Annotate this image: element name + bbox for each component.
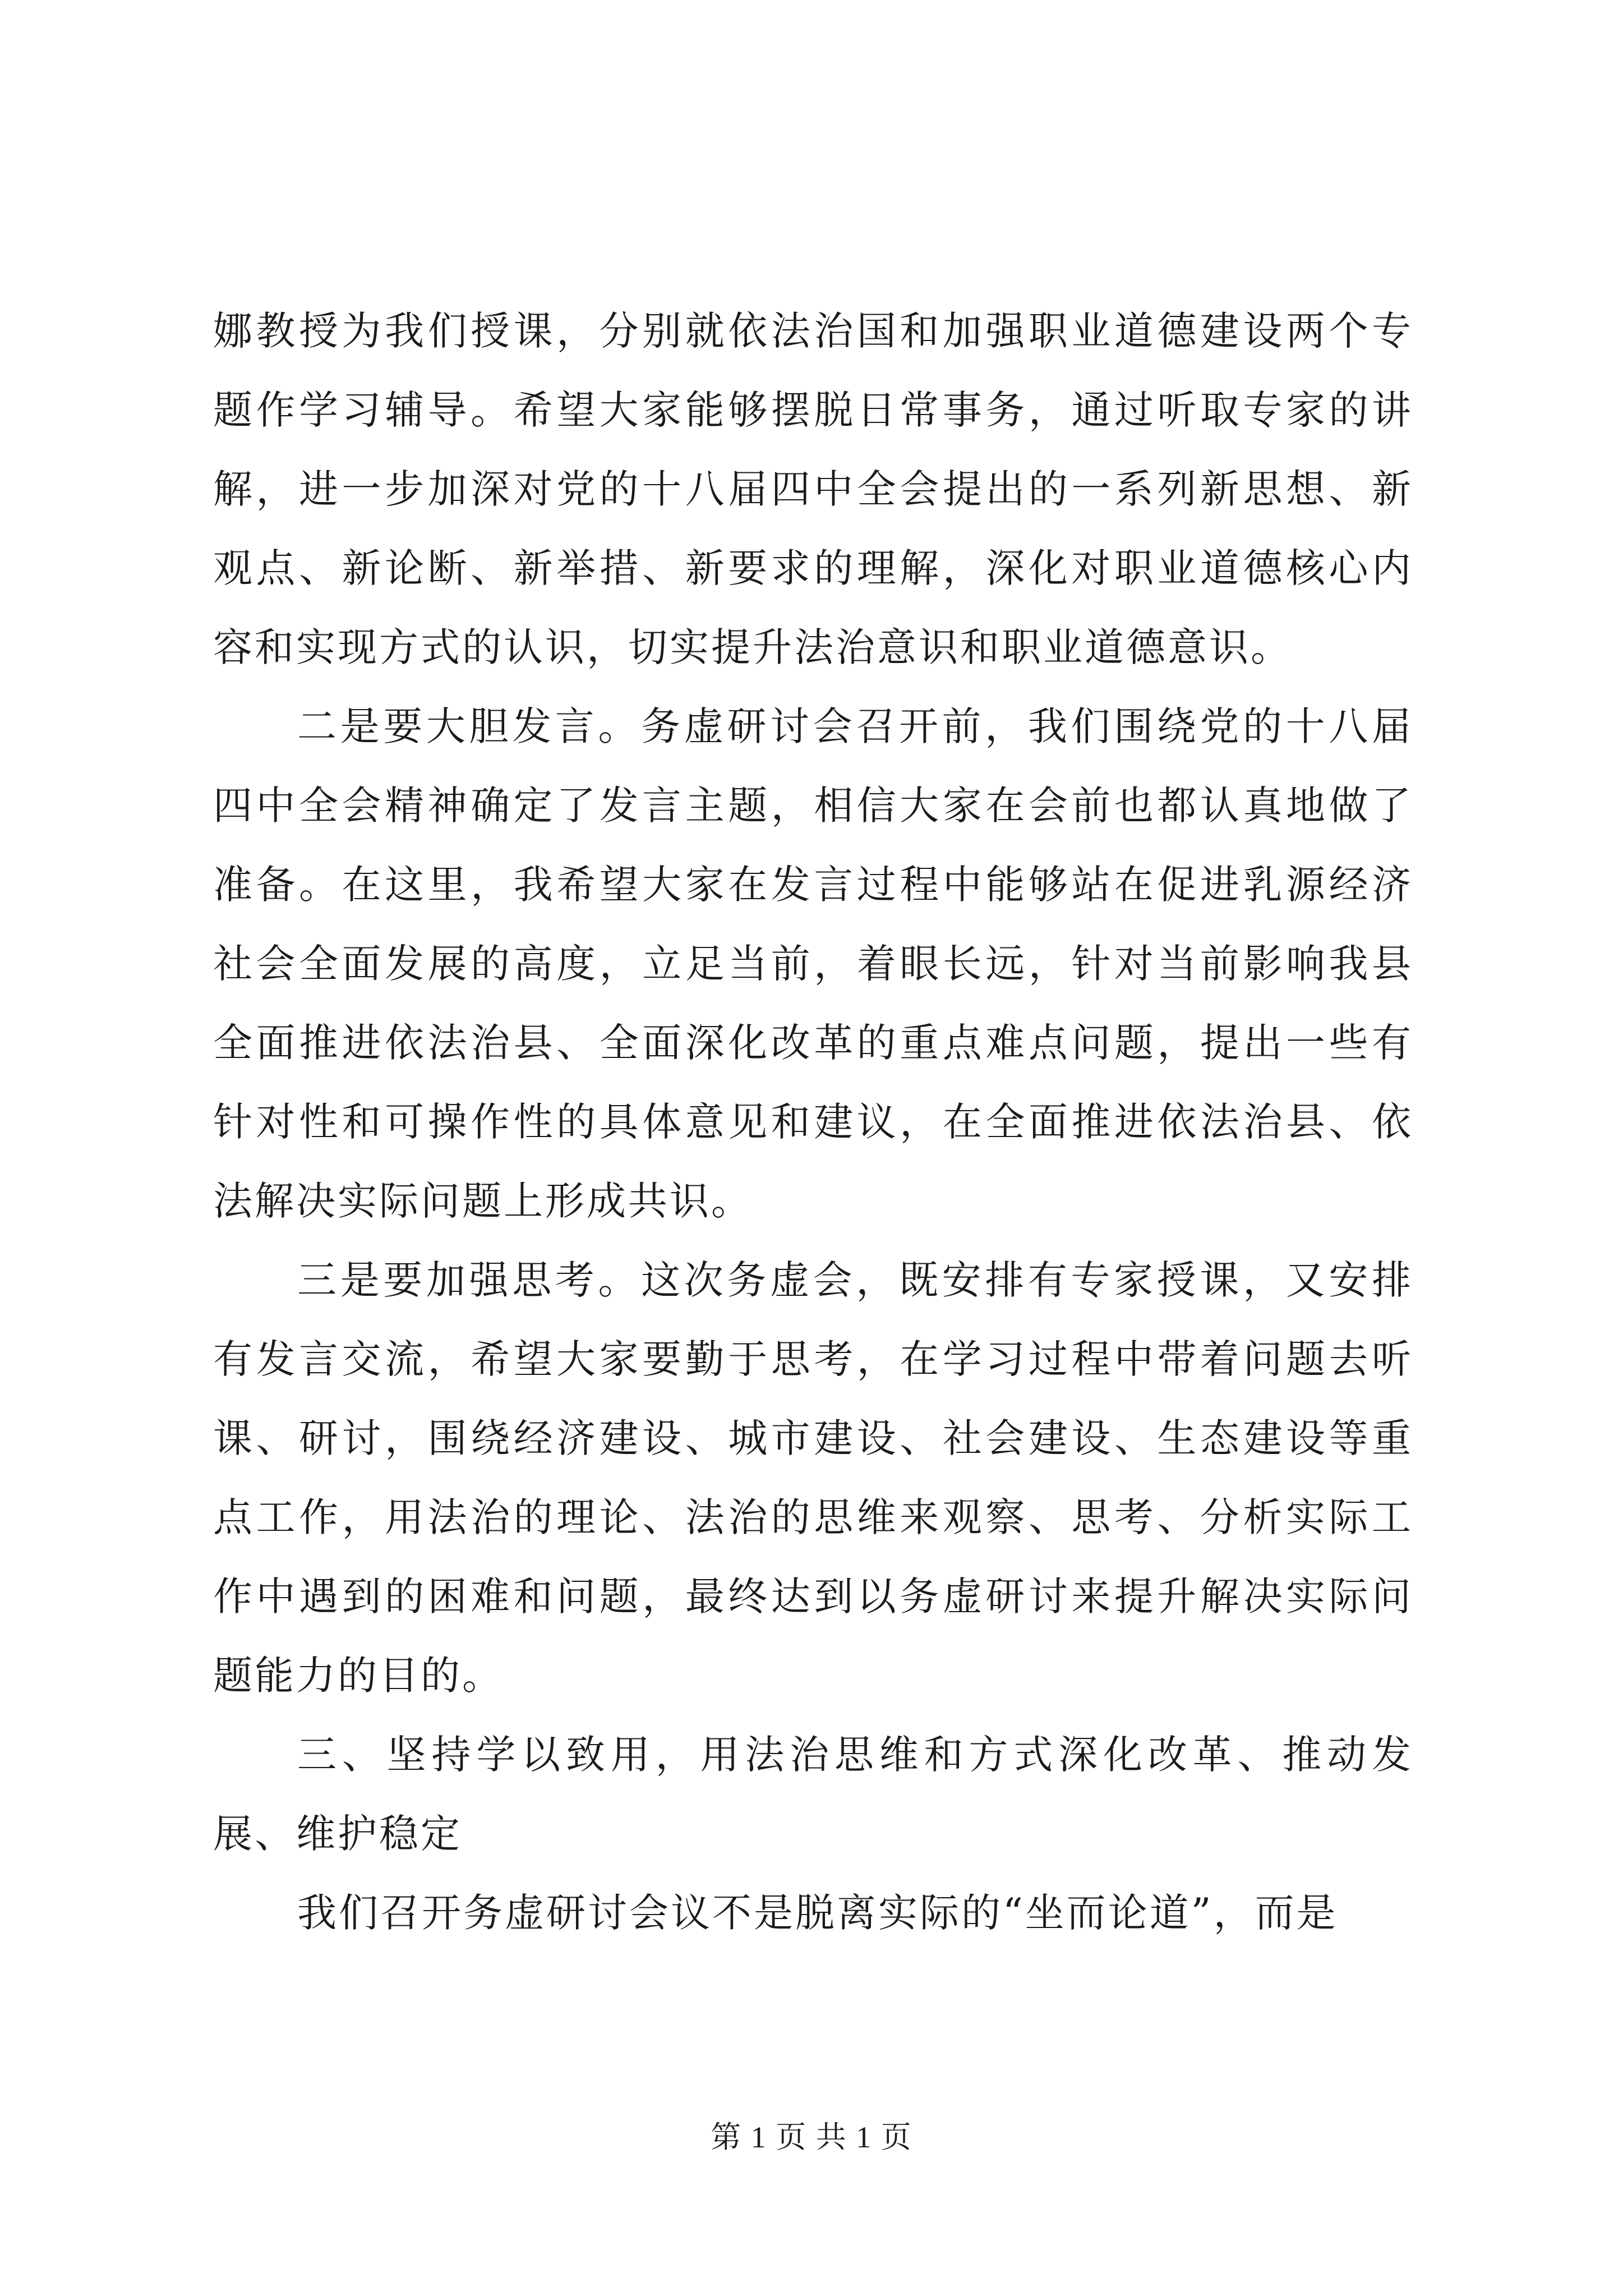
document-body (213, 292, 1413, 1953)
paragraph-point-two: 二是要大胆发言。务虚研讨会召开前，我们围绕党的十八届四中全会精神确定了发言主题，相信大家在会前也都认真地做了准备。在这里，我希望大家在发言过程中能够站在促进乳源经济社会全面发展的高度，立足当前，着眼长远，针对当前影响我县全面推进依法治县、全面深化改革的重点难点问题，提出一些有针对性和可操作性的具体意见和建议，在全面推进依法治县、依法解决实际问题上形成共识。 (213, 703, 1413, 1224)
section-heading-three: 三、坚持学以致用，用法治思维和方式深化改革、推动发展、维护稳定 (213, 1732, 1413, 1857)
paragraph-point-three: 三是要加强思考。这次务虚会，既安排有专家授课，又安排有发言交流，希望大家要勤于思考，在学习过程中带着问题去听课、研讨，围绕经济建设、城市建设、社会建设、生态建设等重点工作，用法治的理论、法治的思维来观察、思考、分析实际工作中遇到的困难和问题，最终达到以务虚研讨来提升解决实际问题能力的目的。 (213, 1257, 1413, 1699)
paragraph-section-three-body: 我们召开务虚研讨会议不是脱离实际的“坐而论道”，而是 (297, 1890, 1338, 1936)
page-footer: 第 1 页 共 1 页 (711, 2120, 912, 2154)
paragraph-continuation: 娜教授为我们授课，分别就依法治国和加强职业道德建设两个专题作学习辅导。希望大家能够摆脱日常事务，通过听取专家的讲解，进一步加深对党的十八届四中全会提出的一系列新思想、新观点、新论断、新举措、新要求的理解，深化对职业道德核心内容和实现方式的认识，切实提升法治意识和职业道德意识。 (213, 308, 1413, 670)
